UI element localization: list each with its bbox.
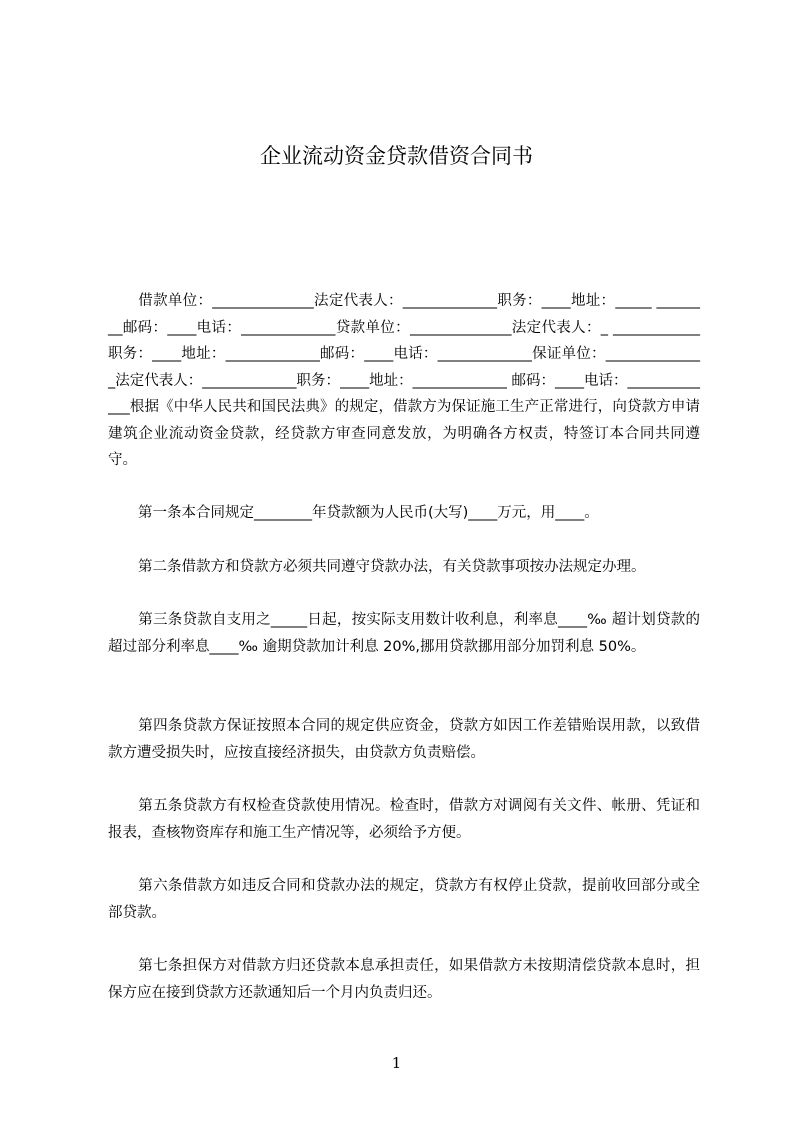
paragraph-article-6 bbox=[108, 873, 700, 926]
paragraph-text: 第三条贷款自支用之_____日起，按实际支用数计收利息，利率息____‰ 超计划贷款的超过部分利率息____‰ 逾期贷款加计利息 20%,挪用贷款挪用部分加罚利息 50%。 bbox=[108, 612, 700, 655]
paragraph-text: 借款单位：______________法定代表人：_____________职务：____地址：_____ ________邮码：____电话：_____________贷款单位：______________法定代表人：_ ____________职务：____地址：_____________邮码：____电话：_____________保证单位：______________法定代表人：_____________职务：____地址：_____________ 邮码：____电话：_____________根据《中华人民共和国民法典》的规定，借款方为保证施工生产正常进行，向贷款方申请建筑企业流动资金贷款，经贷款方审查同意发放，为明确各方权责，特签订本合同共同遵守。 bbox=[108, 293, 700, 468]
paragraph-article-7 bbox=[108, 953, 700, 1006]
paragraph-article-3 bbox=[108, 607, 700, 660]
paragraph-article-5 bbox=[108, 793, 700, 846]
paragraph-article-1 bbox=[108, 500, 700, 527]
paragraph-text: 第六条借款方如违反合同和贷款办法的规定，贷款方有权停止贷款，提前收回部分或全部贷款。 bbox=[108, 878, 700, 921]
page-number: 1 bbox=[391, 1054, 402, 1072]
document-title: 企业流动资金贷款借资合同书 bbox=[260, 144, 533, 168]
paragraph-text: 第五条贷款方有权检查贷款使用情况。检查时，借款方对调阅有关文件、帐册、凭证和报表，查核物资库存和施工生产情况等，必须给予方便。 bbox=[108, 798, 700, 841]
paragraph-text: 第七条担保方对借款方归还贷款本息承担责任，如果借款方未按期清偿贷款本息时，担保方应在接到贷款方还款通知后一个月内负责归还。 bbox=[108, 958, 700, 1001]
paragraph-article-2 bbox=[108, 554, 700, 581]
paragraph-text: 第一条本合同规定________年贷款额为人民币(大写)____万元，用____。 bbox=[138, 505, 599, 521]
paragraph-text: 第二条借款方和贷款方必须共同遵守贷款办法，有关贷款事项按办法规定办理。 bbox=[138, 559, 646, 575]
paragraph-parties bbox=[108, 288, 700, 474]
paragraph-text: 第四条贷款方保证按照本合同的规定供应资金，贷款方如因工作差错贻误用款，以致借款方遭受损失时，应按直接经济损失，由贷款方负责赔偿。 bbox=[108, 718, 700, 761]
paragraph-article-4 bbox=[108, 713, 700, 766]
